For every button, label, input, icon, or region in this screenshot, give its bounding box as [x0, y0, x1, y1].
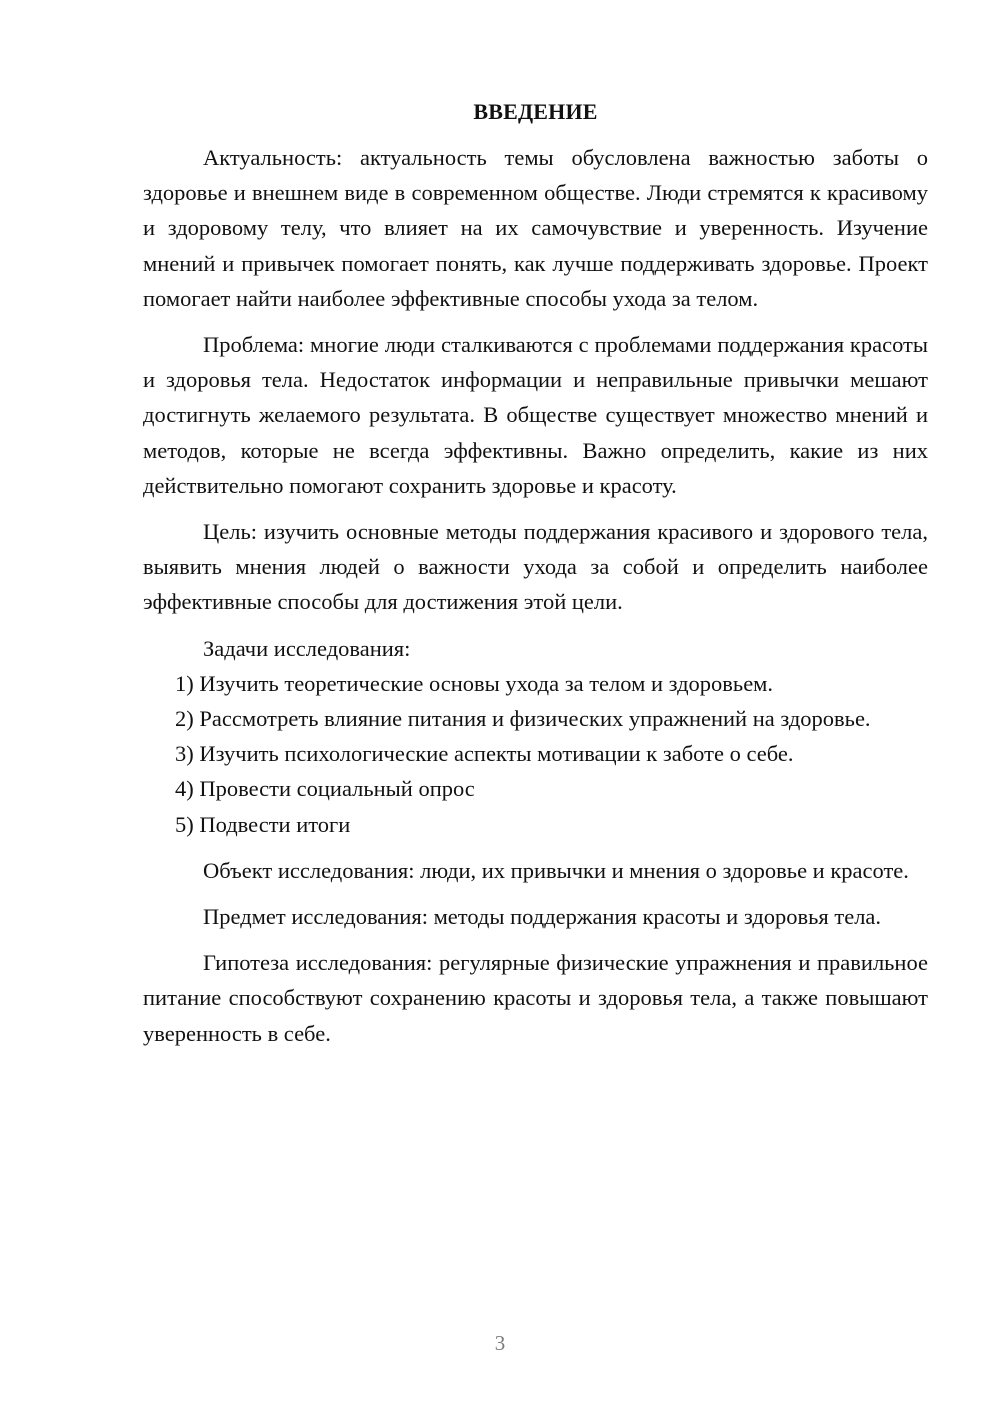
task-item-2: 2) Рассмотреть влияние питания и физических упражнений на здоровье.: [175, 706, 871, 732]
tasks-heading: Задачи исследования:: [203, 635, 411, 661]
hypothesis-paragraph: Гипотеза исследования: регулярные физические упражнения и правильное питание способствуют сохранению красоты и здоровья тела, а также повышают уверенность в себе.: [143, 950, 928, 1046]
page-number: 3: [494, 1331, 506, 1355]
task-item-5: 5) Подвести итоги: [175, 811, 351, 837]
relevance-paragraph: Актуальность: актуальность темы обусловлена важностью заботы о здоровье и внешнем виде в современном обществе. Люди стремятся к красивому и здоровому телу, что влияет на их самочувствие и уверенность. Изучение мнений и привычек помогает понять, как лучше поддерживать здоровье. Проект помогает найти наиболее эффективные способы ухода за телом.: [143, 145, 928, 311]
problem-paragraph: Проблема: многие люди сталкиваются с проблемами поддержания красоты и здоровья тела. Недостаток информации и неправильные привычки мешают достигнуть желаемого результата. В обществе существует множество мнений и методов, которые не всегда эффективны. Важно определить, какие из них действительно помогают сохранить здоровье и красоту.: [143, 332, 928, 498]
goal-paragraph: Цель: изучить основные методы поддержания красивого и здорового тела, выявить мнения людей о важности ухода за собой и определить наиболее эффективные способы для достижения этой цели.: [143, 519, 928, 615]
page-body: [143, 94, 928, 1051]
subject-paragraph: Предмет исследования: методы поддержания красоты и здоровья тела.: [203, 904, 882, 930]
page-heading: ВВЕДЕНИЕ: [473, 99, 598, 124]
task-item-4: 4) Провести социальный опрос: [175, 776, 475, 802]
object-paragraph: Объект исследования: люди, их привычки и мнения о здоровье и красоте.: [203, 857, 909, 883]
task-item-3: 3) Изучить психологические аспекты мотивации к заботе о себе.: [175, 741, 794, 767]
task-item-1: 1) Изучить теоретические основы ухода за телом и здоровьем.: [175, 670, 774, 696]
